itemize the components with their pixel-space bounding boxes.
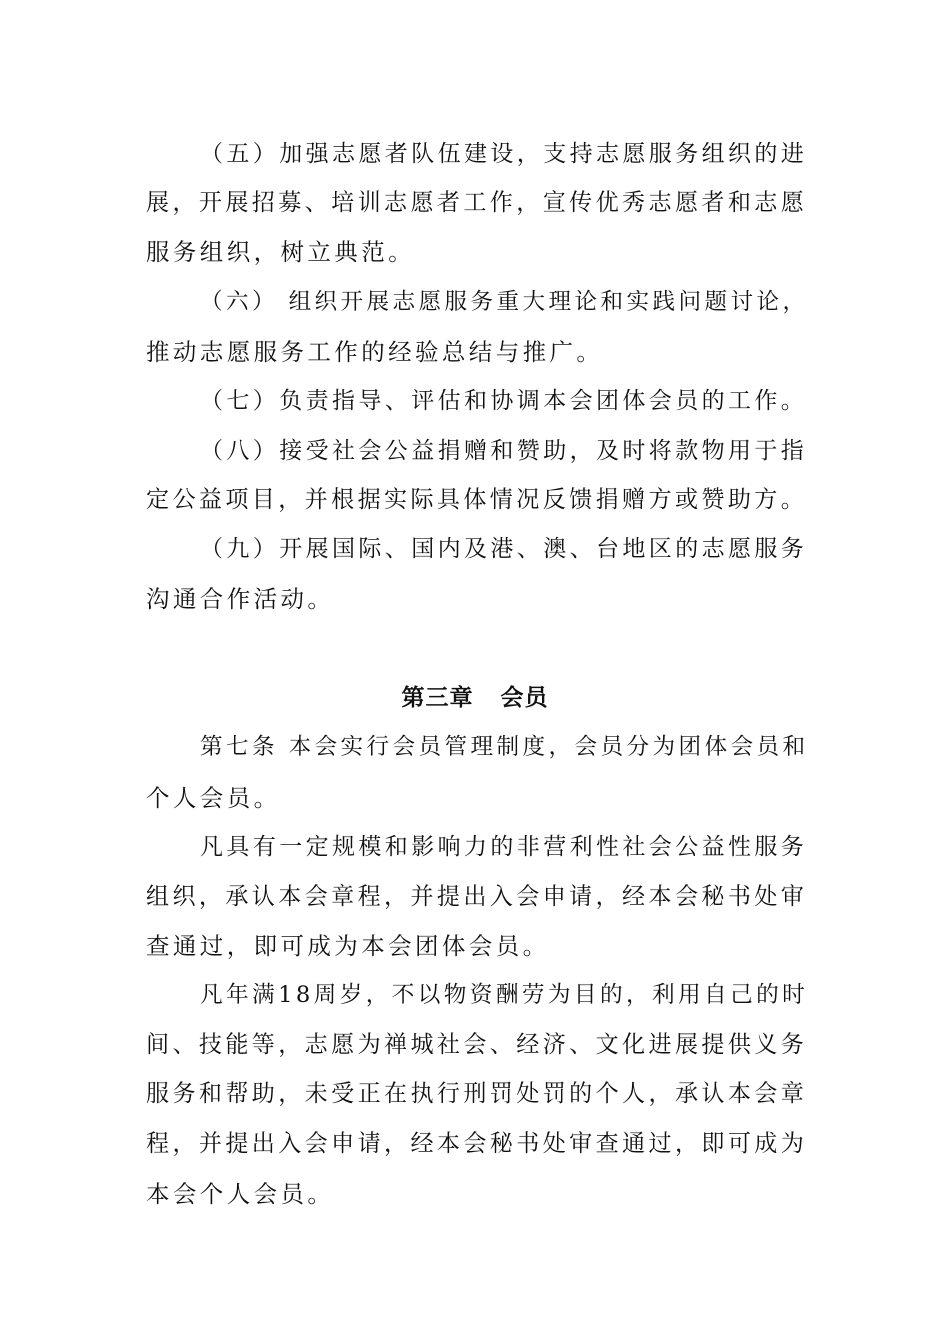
- text-line: 凡具有一定规模和影响力的非营利性社会公益性服务: [200, 834, 808, 860]
- text-line: 本会个人会员。: [146, 1180, 335, 1208]
- text-line: 程，并提出入会申请，经本会秘书处审查通过，即可成为: [146, 1131, 808, 1157]
- text-line: 查通过，即可成为本会团体会员。: [146, 932, 550, 960]
- text-line: （六） 组织开展志愿服务重大理论和实践问题讨论，: [200, 289, 809, 315]
- text-line: 组织，承认本会章程，并提出入会申请，经本会秘书处审: [146, 884, 808, 910]
- text-line: 展，开展招募、培训志愿者工作，宣传优秀志愿者和志愿: [146, 190, 808, 216]
- text-line: （八）接受社会公益捐赠和赞助，及时将款物用于指: [200, 438, 808, 464]
- text-line: 第七条 本会实行会员管理制度，会员分为团体会员和: [200, 734, 809, 760]
- text-line: （七）负责指导、评估和协调本会团体会员的工作。: [200, 388, 808, 414]
- text-line: 服务和帮助，未受正在执行刑罚处罚的个人，承认本会章: [146, 1081, 808, 1107]
- text-line: 定公益项目，并根据实际具体情况反馈捐赠方或赞助方。: [146, 487, 808, 513]
- text-line: 个人会员。: [146, 784, 281, 812]
- text-line: 间、技能等，志愿为禅城社会、经济、文化进展提供义务: [146, 1032, 808, 1058]
- text-line: 沟通合作活动。: [146, 585, 335, 613]
- text-line: 推动志愿服务工作的经验总结与推广。: [146, 338, 604, 366]
- text-line: （九）开展国际、国内及港、澳、台地区的志愿服务: [200, 536, 808, 562]
- text-line: 服务组织，树立典范。: [146, 238, 415, 266]
- chapter-title: 第三章 会员: [401, 685, 549, 711]
- text-line: （五）加强志愿者队伍建设，支持志愿服务组织的进: [200, 141, 808, 167]
- text-line: 凡年满18周岁，不以物资酬劳为目的，利用自己的时: [200, 982, 809, 1008]
